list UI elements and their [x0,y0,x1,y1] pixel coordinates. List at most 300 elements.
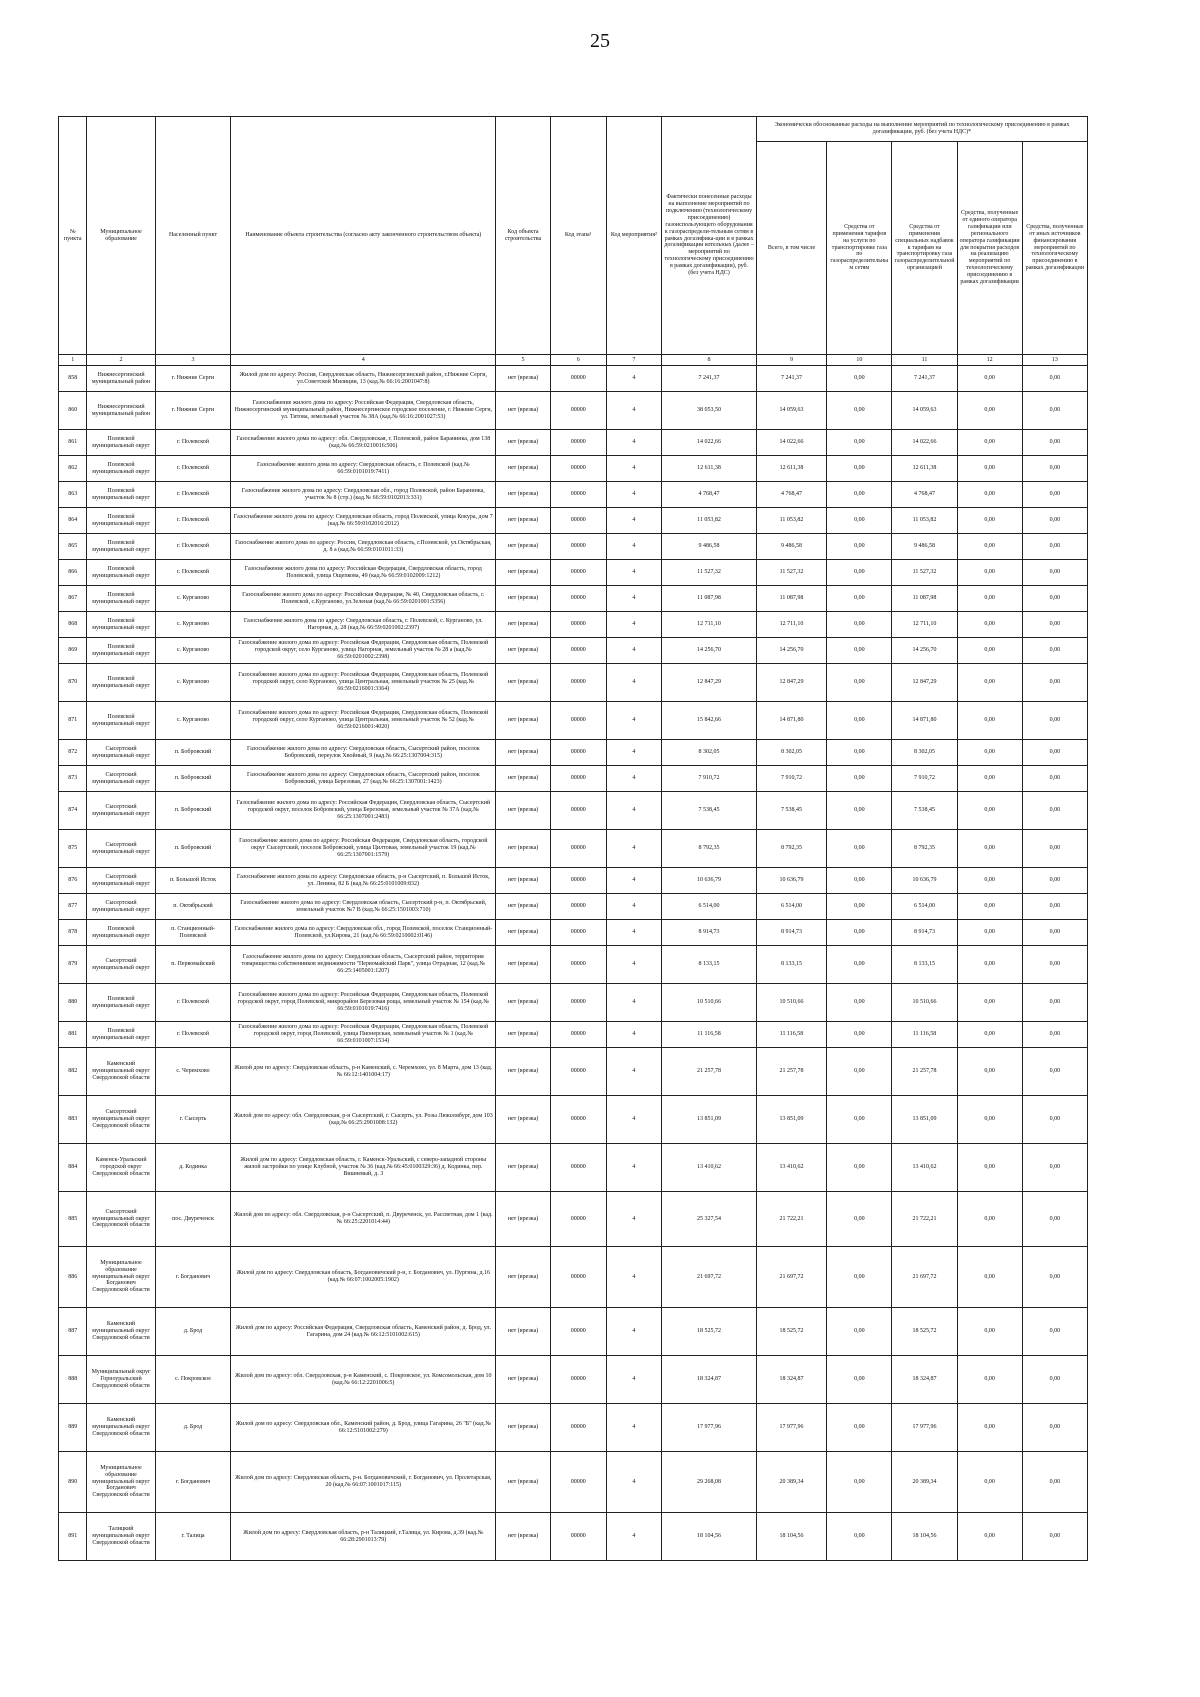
table-row [59,1404,1088,1452]
stage-code-cell: 00000 [550,1308,606,1356]
table-row [59,1192,1088,1247]
municipality-cell: Полевской муниципальный округ [87,612,155,638]
special-surcharge-cell: 6 514,00 [892,894,957,920]
settlement-cell: п. Большой Исток [155,868,231,894]
other-funds-cell: 0,00 [1022,366,1087,392]
settlement-cell: г. Богданович [155,1452,231,1513]
column-number: 7 [606,355,662,366]
tariff-funds-cell: 0,00 [827,740,892,766]
municipality-cell: Сысертский муниципальный округ [87,868,155,894]
operator-funds-cell: 0,00 [957,456,1022,482]
total-cost-cell: 17 977,96 [756,1404,826,1452]
tariff-funds-cell: 0,00 [827,792,892,830]
column-number: 5 [496,355,551,366]
event-code-cell: 4 [606,868,662,894]
stage-code-cell: 00000 [550,1022,606,1048]
stage-code-cell: 00000 [550,1452,606,1513]
event-code-cell: 4 [606,1308,662,1356]
total-cost-cell: 12 711,10 [756,612,826,638]
tariff-funds-cell: 0,00 [827,456,892,482]
object-name-cell: Газоснабжение жилого дома по адресу: Свердловская область, г. Полевской (кад.№ 66:59:0101019:7411) [231,456,496,482]
stage-code-cell: 00000 [550,1513,606,1561]
tariff-funds-cell: 0,00 [827,1247,892,1308]
special-surcharge-cell: 21 697,72 [892,1247,957,1308]
table-row [59,1022,1088,1048]
total-cost-cell: 20 389,34 [756,1452,826,1513]
total-cost-cell: 10 510,66 [756,984,826,1022]
table-row [59,1247,1088,1308]
total-cost-cell: 21 257,78 [756,1048,826,1096]
row-number-cell: 884 [59,1144,87,1192]
municipality-cell: Сысертский муниципальный округ [87,792,155,830]
municipality-cell: Полевской муниципальный округ [87,638,155,664]
operator-funds-cell: 0,00 [957,1096,1022,1144]
municipality-cell: Нижнесергинский муниципальный район [87,392,155,430]
tariff-funds-cell: 0,00 [827,1513,892,1561]
other-funds-cell: 0,00 [1022,482,1087,508]
object-code-cell: нет (врезка) [496,740,551,766]
settlement-cell: г. Полевской [155,508,231,534]
stage-code-cell: 00000 [550,1096,606,1144]
row-number-cell: 871 [59,702,87,740]
tariff-funds-cell: 0,00 [827,1144,892,1192]
municipality-cell: Нижнесергинский муниципальный район [87,366,155,392]
object-name-cell: Газоснабжение жилого дома по адресу: Свердловская область, г. Полевской, с. Курганово, ул. Нагорная, д. 28 (кад.№ 66:59:0201002:2397) [231,612,496,638]
row-number-cell: 891 [59,1513,87,1561]
stage-code-cell: 00000 [550,560,606,586]
stage-code-cell: 00000 [550,482,606,508]
total-cost-cell: 7 538,45 [756,792,826,830]
stage-code-cell: 00000 [550,702,606,740]
table-row [59,920,1088,946]
row-number-cell: 872 [59,740,87,766]
stage-code-cell: 00000 [550,638,606,664]
object-name-cell: Газоснабжение жилого дома по адресу: Российская Федерация, Свердловская область, город Полевской, улица Ощепкова, 49 (кад.№ 66:59:0102009:1212) [231,560,496,586]
table-row [59,366,1088,392]
settlement-cell: д. Кодинка [155,1144,231,1192]
operator-funds-cell: 0,00 [957,1452,1022,1513]
row-number-cell: 860 [59,392,87,430]
object-code-cell: нет (врезка) [496,830,551,868]
tariff-funds-cell: 0,00 [827,430,892,456]
event-code-cell: 4 [606,766,662,792]
table-row [59,830,1088,868]
municipality-cell: Каменский муниципальный округ Свердловской области [87,1308,155,1356]
operator-funds-cell: 0,00 [957,1247,1022,1308]
event-code-cell: 4 [606,1048,662,1096]
municipality-cell: Каменск-Уральский городской округ Свердловской области [87,1144,155,1192]
actual-cost-cell: 8 133,15 [662,946,757,984]
event-code-cell: 4 [606,1096,662,1144]
special-surcharge-cell: 18 525,72 [892,1308,957,1356]
municipality-cell: Полевской муниципальный округ [87,534,155,560]
total-cost-cell: 11 053,82 [756,508,826,534]
actual-cost-cell: 11 527,32 [662,560,757,586]
object-name-cell: Жилой дом по адресу: Российская Федерация, Свердловская область, Каменский район, д. Брод, ул. Гагарина, дом 24 (кад.№ 66:12:5101002:615) [231,1308,496,1356]
event-code-cell: 4 [606,792,662,830]
object-code-cell: нет (врезка) [496,894,551,920]
special-surcharge-cell: 12 711,10 [892,612,957,638]
actual-cost-cell: 21 697,72 [662,1247,757,1308]
column-number: 2 [87,355,155,366]
object-code-cell: нет (врезка) [496,560,551,586]
row-number-cell: 878 [59,920,87,946]
table-body [59,366,1088,1561]
special-surcharge-cell: 9 486,58 [892,534,957,560]
event-code-cell: 4 [606,984,662,1022]
object-code-cell: нет (врезка) [496,612,551,638]
event-code-cell: 4 [606,1356,662,1404]
operator-funds-cell: 0,00 [957,1404,1022,1452]
total-cost-cell: 12 847,29 [756,664,826,702]
other-funds-cell: 0,00 [1022,868,1087,894]
table-row [59,430,1088,456]
table-row [59,1452,1088,1513]
operator-funds-cell: 0,00 [957,586,1022,612]
object-name-cell: Газоснабжение жилого дома по адресу: Свердловская область, город Полевской, улица Кокура, дом 7 (кад.№ 66:59:0102016:2012) [231,508,496,534]
operator-funds-cell: 0,00 [957,920,1022,946]
settlement-cell: г. Нижние Серги [155,366,231,392]
total-cost-cell: 13 851,09 [756,1096,826,1144]
table-row [59,702,1088,740]
municipality-cell: Полевской муниципальный округ [87,430,155,456]
stage-code-cell: 00000 [550,612,606,638]
event-code-cell: 4 [606,946,662,984]
object-name-cell: Газоснабжение жилого дома по адресу: Российская Федерация, Свердловская область, Нижнесергинский муниципальный район, Нижнесергинское городское поселение, г. Нижние Серги, ул. Титова, земельный участок № 38А (кад.№ 66:16:2001027:53) [231,392,496,430]
operator-funds-cell: 0,00 [957,702,1022,740]
actual-cost-cell: 8 914,73 [662,920,757,946]
operator-funds-cell: 0,00 [957,740,1022,766]
actual-cost-cell: 10 636,79 [662,868,757,894]
municipality-cell: Муниципальный округ Горноуральский Свердловской области [87,1356,155,1404]
actual-cost-cell: 14 256,70 [662,638,757,664]
object-code-cell: нет (врезка) [496,868,551,894]
object-code-cell: нет (врезка) [496,1144,551,1192]
object-code-cell: нет (врезка) [496,1096,551,1144]
object-code-cell: нет (врезка) [496,1192,551,1247]
page-number: 25 [590,30,610,52]
municipality-cell: Полевской муниципальный округ [87,984,155,1022]
object-code-cell: нет (врезка) [496,430,551,456]
total-cost-cell: 18 324,87 [756,1356,826,1404]
municipality-cell: Каменский муниципальный округ Свердловской области [87,1404,155,1452]
table-row [59,612,1088,638]
operator-funds-cell: 0,00 [957,1192,1022,1247]
special-surcharge-cell: 21 257,78 [892,1048,957,1096]
other-funds-cell: 0,00 [1022,740,1087,766]
total-cost-cell: 7 910,72 [756,766,826,792]
header-col-8: Фактически понесенные расходы на выполнение мероприятий по подключению (технологическому присоединению) газоиспользующего оборудования к газораспредели-тельным сетям в рамках догазифика-ции и в рамках догазификации котельных (далее – мероприятий по технологическому присоединению в рамках догазификации), руб. (без учета НДС) [662,117,757,355]
total-cost-cell: 8 914,73 [756,920,826,946]
tariff-funds-cell: 0,00 [827,482,892,508]
row-number-cell: 865 [59,534,87,560]
tariff-funds-cell: 0,00 [827,1022,892,1048]
municipality-cell: Сысертский муниципальный округ [87,894,155,920]
stage-code-cell: 00000 [550,830,606,868]
actual-cost-cell: 11 087,98 [662,586,757,612]
other-funds-cell: 0,00 [1022,612,1087,638]
operator-funds-cell: 0,00 [957,1356,1022,1404]
settlement-cell: г. Полевской [155,456,231,482]
settlement-cell: д. Брод [155,1308,231,1356]
actual-cost-cell: 7 910,72 [662,766,757,792]
actual-cost-cell: 18 104,56 [662,1513,757,1561]
column-number: 3 [155,355,231,366]
other-funds-cell: 0,00 [1022,1022,1087,1048]
object-name-cell: Газоснабжение жилого дома по адресу: Российская Федерация, Свердловская область, городской округ Сысертский, поселок Бобровский, улица Цилтовая, земельный участок 19 (кад.№ 66:25:1307001:1579) [231,830,496,868]
table-row [59,894,1088,920]
table-row [59,792,1088,830]
object-code-cell: нет (врезка) [496,392,551,430]
settlement-cell: г. Полевской [155,534,231,560]
stage-code-cell: 00000 [550,1247,606,1308]
total-cost-cell: 14 256,70 [756,638,826,664]
row-number-cell: 886 [59,1247,87,1308]
settlement-cell: п. Бобровский [155,830,231,868]
column-number: 10 [827,355,892,366]
event-code-cell: 4 [606,702,662,740]
row-number-cell: 863 [59,482,87,508]
other-funds-cell: 0,00 [1022,1096,1087,1144]
total-cost-cell: 18 525,72 [756,1308,826,1356]
actual-cost-cell: 29 268,08 [662,1452,757,1513]
table-row [59,1048,1088,1096]
header-col-13: Средства, полученные от иных источников финансирования мероприятий по технологическому присоединению в рамках догазификации [1022,142,1087,355]
object-name-cell: Газоснабжение жилого дома по адресу: Российская Федерация, Свердловская область, Полевской городской округ, село Курганово, улица Центральная, земельный участок № 25 (кад.№ 66:59:0216001:3364) [231,664,496,702]
stage-code-cell: 00000 [550,430,606,456]
actual-cost-cell: 12 711,10 [662,612,757,638]
object-name-cell: Газоснабжение жилого дома по адресу: Российская Федерация, № 40, Свердловская область, г. Полевской, с.Курганово, ул.Зеленая (кад.№ 66:59:0201001:5356) [231,586,496,612]
total-cost-cell: 8 133,15 [756,946,826,984]
register-table [58,116,1088,1561]
tariff-funds-cell: 0,00 [827,1308,892,1356]
tariff-funds-cell: 0,00 [827,830,892,868]
operator-funds-cell: 0,00 [957,984,1022,1022]
row-number-cell: 873 [59,766,87,792]
total-cost-cell: 14 059,63 [756,392,826,430]
actual-cost-cell: 38 053,50 [662,392,757,430]
tariff-funds-cell: 0,00 [827,560,892,586]
settlement-cell: с. Курганово [155,664,231,702]
object-code-cell: нет (врезка) [496,1308,551,1356]
settlement-cell: п. Октябрьский [155,894,231,920]
special-surcharge-cell: 18 104,56 [892,1513,957,1561]
actual-cost-cell: 18 324,87 [662,1356,757,1404]
total-cost-cell: 10 636,79 [756,868,826,894]
special-surcharge-cell: 18 324,87 [892,1356,957,1404]
event-code-cell: 4 [606,392,662,430]
object-code-cell: нет (врезка) [496,664,551,702]
municipality-cell: Полевской муниципальный округ [87,702,155,740]
special-surcharge-cell: 10 510,66 [892,984,957,1022]
operator-funds-cell: 0,00 [957,638,1022,664]
object-code-cell: нет (врезка) [496,508,551,534]
municipality-cell: Талицкий муниципальный округ Свердловской области [87,1513,155,1561]
actual-cost-cell: 25 327,54 [662,1192,757,1247]
row-number-cell: 882 [59,1048,87,1096]
header-col-1: № пункта [59,117,87,355]
actual-cost-cell: 14 022,66 [662,430,757,456]
actual-cost-cell: 8 302,05 [662,740,757,766]
object-name-cell: Газоснабжение жилого дома по адресу: Свердловская область, Сысертский район, территория товарищества собственников недвижимости "Первомайский Парк", улица Отрадная, 12 (кад.№ 66:25:1405001:1207) [231,946,496,984]
stage-code-cell: 00000 [550,1356,606,1404]
special-surcharge-cell: 11 116,58 [892,1022,957,1048]
tariff-funds-cell: 0,00 [827,920,892,946]
settlement-cell: с. Курганово [155,702,231,740]
special-surcharge-cell: 14 256,70 [892,638,957,664]
stage-code-cell: 00000 [550,766,606,792]
settlement-cell: п. Бобровский [155,740,231,766]
operator-funds-cell: 0,00 [957,534,1022,560]
object-code-cell: нет (врезка) [496,1513,551,1561]
stage-code-cell: 00000 [550,946,606,984]
object-code-cell: нет (врезка) [496,482,551,508]
municipality-cell: Полевской муниципальный округ [87,456,155,482]
tariff-funds-cell: 0,00 [827,612,892,638]
total-cost-cell: 6 514,00 [756,894,826,920]
special-surcharge-cell: 12 847,29 [892,664,957,702]
other-funds-cell: 0,00 [1022,534,1087,560]
other-funds-cell: 0,00 [1022,1247,1087,1308]
column-number-row [59,355,1088,366]
event-code-cell: 4 [606,1404,662,1452]
special-surcharge-cell: 4 768,47 [892,482,957,508]
tariff-funds-cell: 0,00 [827,1048,892,1096]
actual-cost-cell: 12 611,38 [662,456,757,482]
column-number: 12 [957,355,1022,366]
actual-cost-cell: 6 514,00 [662,894,757,920]
row-number-cell: 885 [59,1192,87,1247]
event-code-cell: 4 [606,830,662,868]
other-funds-cell: 0,00 [1022,946,1087,984]
table-row [59,1356,1088,1404]
other-funds-cell: 0,00 [1022,508,1087,534]
operator-funds-cell: 0,00 [957,1144,1022,1192]
operator-funds-cell: 0,00 [957,830,1022,868]
table-row [59,534,1088,560]
tariff-funds-cell: 0,00 [827,534,892,560]
municipality-cell: Сысертский муниципальный округ [87,766,155,792]
object-code-cell: нет (врезка) [496,1404,551,1452]
settlement-cell: с. Курганово [155,612,231,638]
municipality-cell: Сысертский муниципальный округ Свердловской области [87,1096,155,1144]
table-row [59,560,1088,586]
settlement-cell: г. Талица [155,1513,231,1561]
object-name-cell: Газоснабжение жилого дома по адресу: Российская Федерация, Свердловская область, Сысертский городской округ, поселок Бобровский, улица Березовая, земельный участок № 37А (кад.№ 66:25:1307001:2483) [231,792,496,830]
table-row [59,1096,1088,1144]
stage-code-cell: 00000 [550,392,606,430]
event-code-cell: 4 [606,894,662,920]
event-code-cell: 4 [606,612,662,638]
total-cost-cell: 4 768,47 [756,482,826,508]
other-funds-cell: 0,00 [1022,1452,1087,1513]
settlement-cell: г. Полевской [155,984,231,1022]
object-name-cell: Газоснабжение жилого дома по адресу: Россия, Свердловская область, г.Полевской, ул.Октябрьская, д. 8 а (кад.№ 66:59:0101011:33) [231,534,496,560]
tariff-funds-cell: 0,00 [827,894,892,920]
special-surcharge-cell: 13 851,09 [892,1096,957,1144]
municipality-cell: Муниципальное образование муниципальный округ Богданович Свердловской области [87,1247,155,1308]
other-funds-cell: 0,00 [1022,702,1087,740]
column-number: 6 [550,355,606,366]
tariff-funds-cell: 0,00 [827,1452,892,1513]
event-code-cell: 4 [606,534,662,560]
actual-cost-cell: 17 977,96 [662,1404,757,1452]
column-number: 8 [662,355,757,366]
actual-cost-cell: 13 410,62 [662,1144,757,1192]
object-code-cell: нет (врезка) [496,366,551,392]
row-number-cell: 869 [59,638,87,664]
object-name-cell: Газоснабжение жилого дома по адресу: Свердловская область, Сысертский район, поселок Бобровский, улица Березовая, 27 (кад.№ 66:25:1307001:1423) [231,766,496,792]
row-number-cell: 876 [59,868,87,894]
object-code-cell: нет (врезка) [496,1356,551,1404]
column-number: 13 [1022,355,1087,366]
operator-funds-cell: 0,00 [957,1048,1022,1096]
stage-code-cell: 00000 [550,984,606,1022]
operator-funds-cell: 0,00 [957,366,1022,392]
table-row [59,984,1088,1022]
object-name-cell: Жилой дом по адресу: обл. Свердловская, р-н Каменский, с. Покровское, ул. Комсомольская, дом 10 (кад.№ 66:12:2201006:5) [231,1356,496,1404]
actual-cost-cell: 4 768,47 [662,482,757,508]
special-surcharge-cell: 7 538,45 [892,792,957,830]
special-surcharge-cell: 8 792,35 [892,830,957,868]
operator-funds-cell: 0,00 [957,664,1022,702]
operator-funds-cell: 0,00 [957,792,1022,830]
stage-code-cell: 00000 [550,456,606,482]
stage-code-cell: 00000 [550,534,606,560]
actual-cost-cell: 18 525,72 [662,1308,757,1356]
settlement-cell: г. Полевской [155,1022,231,1048]
actual-cost-cell: 9 486,58 [662,534,757,560]
operator-funds-cell: 0,00 [957,508,1022,534]
special-surcharge-cell: 14 871,80 [892,702,957,740]
object-code-cell: нет (врезка) [496,1022,551,1048]
header-col-10: Средства от применения тарифов на услуги по транспортировке газа по газораспределительным сетям [827,142,892,355]
total-cost-cell: 7 241,37 [756,366,826,392]
stage-code-cell: 00000 [550,508,606,534]
total-cost-cell: 11 116,58 [756,1022,826,1048]
header-col-12: Средства, полученные от единого оператора газификации или регионального оператора газификации для покрытия расходов на реализацию мероприятий по технологическому присоединению в рамках догазификации [957,142,1022,355]
special-surcharge-cell: 11 527,32 [892,560,957,586]
total-cost-cell: 12 611,38 [756,456,826,482]
event-code-cell: 4 [606,508,662,534]
actual-cost-cell: 10 510,66 [662,984,757,1022]
other-funds-cell: 0,00 [1022,430,1087,456]
tariff-funds-cell: 0,00 [827,868,892,894]
event-code-cell: 4 [606,664,662,702]
municipality-cell: Полевской муниципальный округ [87,560,155,586]
header-col-11: Средства от применения специальных надбавок к тарифам на транспортировку газа газораспределительной организацией [892,142,957,355]
object-code-cell: нет (врезка) [496,766,551,792]
event-code-cell: 4 [606,1022,662,1048]
settlement-cell: с. Покровское [155,1356,231,1404]
special-surcharge-cell: 17 977,96 [892,1404,957,1452]
other-funds-cell: 0,00 [1022,830,1087,868]
tariff-funds-cell: 0,00 [827,664,892,702]
other-funds-cell: 0,00 [1022,456,1087,482]
object-code-cell: нет (врезка) [496,586,551,612]
object-name-cell: Жилой дом по адресу: Свердловская область, г. Каменск-Уральский, с северо-западной стороны жилой застройки по улице Клубной, участок № 36 (кад.№ 66:45:0100329:36) д. Кодинка, пер. Вишневый, д. 3 [231,1144,496,1192]
total-cost-cell: 14 871,80 [756,702,826,740]
special-surcharge-cell: 14 022,66 [892,430,957,456]
object-name-cell: Газоснабжение жилого дома по адресу: Свердловская обл., город Полевской, поселок Станционный-Полевской, ул.Кирова, 21 (кад.№ 66:59:0210002:0146) [231,920,496,946]
tariff-funds-cell: 0,00 [827,366,892,392]
total-cost-cell: 21 722,21 [756,1192,826,1247]
actual-cost-cell: 8 792,35 [662,830,757,868]
special-surcharge-cell: 8 914,73 [892,920,957,946]
event-code-cell: 4 [606,740,662,766]
other-funds-cell: 0,00 [1022,1308,1087,1356]
header-col-9: Всего, в том числе [756,142,826,355]
